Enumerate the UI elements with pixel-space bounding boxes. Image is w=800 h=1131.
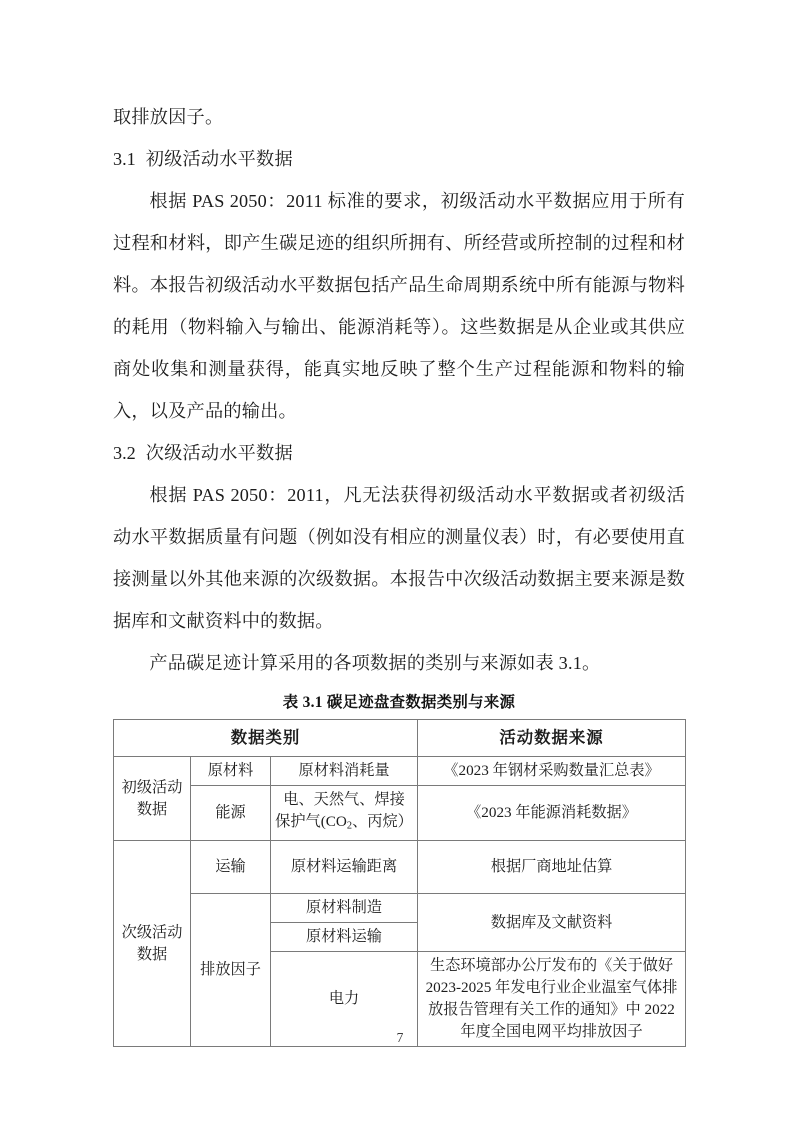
table-row <box>114 841 686 894</box>
table-caption: 表 3.1 碳足迹盘查数据类别与来源 <box>282 694 516 711</box>
energy-line-2 <box>275 811 413 837</box>
data-category-source-table <box>113 719 686 1047</box>
paragraph-secondary-activity-data: 根据 PAS 2050：2011，凡无法获得初级活动水平数据或者初级活动水平数据质量有问题（例如没有相应的测量仪表）时，有必要使用直接测量以外其他来源的次级数据。本报告中次级活动数据主要来源是数据库和文献资料中的数据。 <box>113 485 685 631</box>
cell-type-transport: 运输 <box>191 841 271 894</box>
energy-line-2-prefix: 保护气(CO <box>275 813 347 830</box>
paragraph-table-reference: 产品碳足迹计算采用的各项数据的类别与来源如表 3.1。 <box>149 653 601 673</box>
cell-type-emission-factor: 排放因子 <box>191 894 271 1047</box>
cell-type-raw-material: 原材料 <box>191 757 271 786</box>
cell-item-raw-material-consumption: 原材料消耗量 <box>271 757 418 786</box>
cell-item-raw-material-transport: 原材料运输 <box>271 923 418 952</box>
co2-subscript: 2 <box>346 820 353 832</box>
cell-source-energy-consumption-data: 《2023 年能源消耗数据》 <box>418 786 686 841</box>
cell-item-raw-material-manufacturing: 原材料制造 <box>271 894 418 923</box>
energy-line-2-suffix: 、丙烷） <box>352 813 413 830</box>
energy-line-1: 电、天然气、焊接 <box>283 791 405 808</box>
table-row <box>114 786 686 841</box>
cell-item-electricity: 电力 <box>271 952 418 1047</box>
cell-group-secondary: 次级活动数据 <box>114 841 191 1047</box>
section-title-3-2: 次级活动水平数据 <box>145 443 293 463</box>
section-number-3-1: 3.1 <box>113 149 136 169</box>
cell-source-grid-emission-factor-notice: 生态环境部办公厅发布的《关于做好 2023-2025 年发电行业企业温室气体排放报告管理有关工作的通知》中 2022 年度全国电网平均排放因子 <box>418 952 686 1047</box>
cell-source-steel-purchase-table: 《2023 年钢材采购数量汇总表》 <box>418 757 686 786</box>
table-row <box>114 894 686 923</box>
section-title-3-1: 初级活动水平数据 <box>145 149 293 169</box>
section-heading-3-1 <box>113 138 685 180</box>
paragraph-primary-activity-data: 根据 PAS 2050：2011 标准的要求，初级活动水平数据应用于所有过程和材料，即产生碳足迹的组织所拥有、所经营或所控制的过程和材料。本报告初级活动水平数据包括产品生命周期系统中所有能源与物料的耗用（物料输入与输出、能源消耗等）。这些数据是从企业或其供应商处收集和测量获得，能真实地反映了整个生产过程能源和物料的输入，以及产品的输出。 <box>113 191 685 421</box>
table-header-row <box>114 720 686 757</box>
cell-group-primary: 初级活动数据 <box>114 757 191 841</box>
page-content <box>113 96 685 1047</box>
table-row <box>114 757 686 786</box>
cell-item-energy-list <box>271 786 418 841</box>
cell-source-database-and-literature: 数据库及文献资料 <box>418 894 686 952</box>
cell-item-raw-material-transport-distance: 原材料运输距离 <box>271 841 418 894</box>
cell-type-energy: 能源 <box>191 786 271 841</box>
cell-source-estimated-from-supplier-address: 根据厂商地址估算 <box>418 841 686 894</box>
section-heading-3-2 <box>113 432 685 474</box>
header-data-category: 数据类别 <box>114 720 418 757</box>
paragraph-opening: 取排放因子。 <box>113 107 224 127</box>
page-number: 7 <box>396 1030 404 1045</box>
header-activity-data-source: 活动数据来源 <box>418 720 686 757</box>
section-number-3-2: 3.2 <box>113 443 136 463</box>
